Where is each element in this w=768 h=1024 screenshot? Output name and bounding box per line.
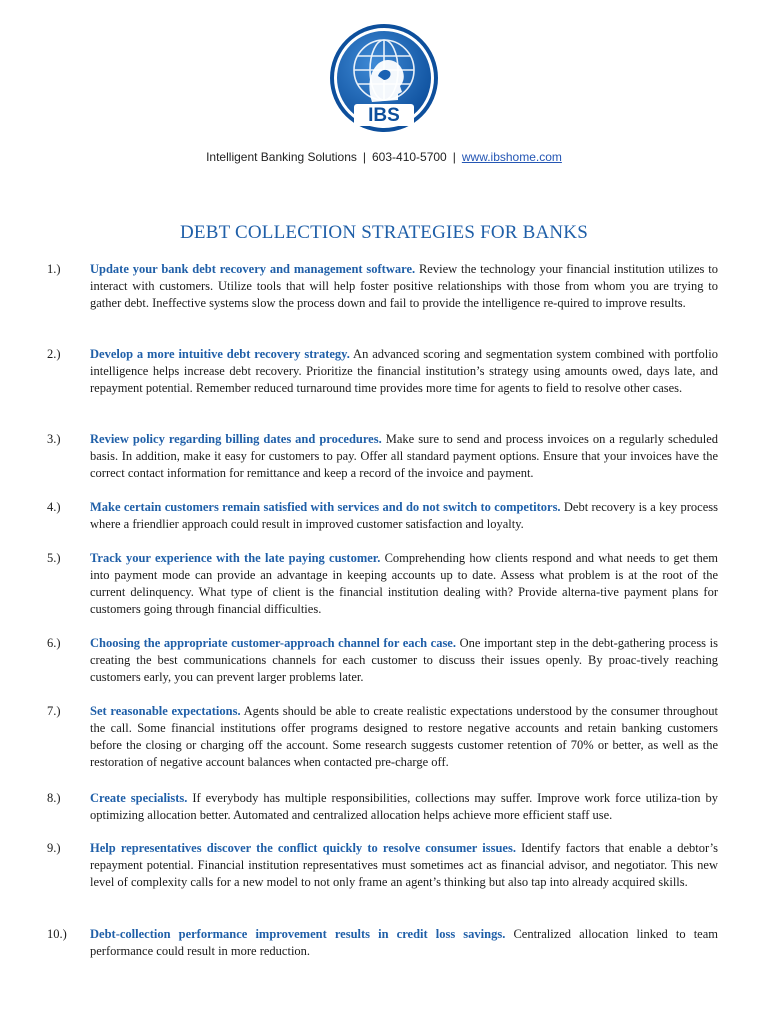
item-text: Comprehending how clients respond and what needs to get them into payment mode can provide an advantage in keeping accounts up to date. Assess what problem is at the root of the current delinquency. What type of client is the financial institution dealing with? Provide alterna-tive payment plans for customers going through financial difficulties.: [90, 551, 718, 616]
item-body: [90, 840, 718, 891]
item-lead: Debt-collection performance improvement results in credit loss savings.: [90, 927, 506, 941]
item-body: [90, 431, 718, 482]
item-body: [90, 499, 718, 533]
item-text: An advanced scoring and segmentation system combined with portfolio intelligence helps increase debt recovery. Prioritize the financial institution’s strategy using amounts owed, days late, and repayment potential. Remember reduced turnaround time provides more time for agents to field to resolve other cases.: [90, 347, 718, 395]
item-lead: Help representatives discover the conflict quickly to resolve consumer issues.: [90, 841, 516, 855]
item-number: 5.): [47, 551, 61, 565]
company-name: Intelligent Banking Solutions: [206, 150, 357, 164]
item-lead: Review policy regarding billing dates and procedures.: [90, 432, 382, 446]
item-lead: Create specialists.: [90, 791, 188, 805]
item-lead: Develop a more intuitive debt recovery strategy.: [90, 347, 350, 361]
ibs-logo: [328, 20, 440, 138]
separator: |: [362, 150, 366, 164]
item-number: 6.): [47, 636, 61, 650]
item-number: 9.): [47, 841, 61, 855]
item-body: [90, 550, 718, 618]
item-text: Make sure to send and process invoices on a regularly scheduled basis. In addition, make it easy for customers to pay. Offer all standard payment options. Ensure that your invoices have the correct contact information for remittance and keep a record of the invoice and payment.: [90, 432, 718, 480]
item-body: [90, 346, 718, 397]
item-text: Centralized allocation linked to team performance could result in more reduction.: [90, 927, 719, 958]
item-lead: Update your bank debt recovery and management software.: [90, 262, 416, 276]
phone-number: 603-410-5700: [372, 150, 447, 164]
website-link[interactable]: www.ibshome.com: [461, 150, 562, 164]
item-body: [90, 703, 718, 771]
item-number: 2.): [47, 347, 61, 361]
item-text: If everybody has multiple responsibilities, collections may suffer. Improve work force utiliza-tion by optimizing allocation better. Automated and centralized allocation helps achieve more efficient staff use.: [90, 791, 718, 822]
item-number: 3.): [47, 432, 61, 446]
item-text: One important step in the debt-gathering process is creating the best communications channels for each customer to discuss their issues openly. By proac-tively reaching customers early, you can prevent larger problems later.: [90, 636, 718, 684]
item-lead: Choosing the appropriate customer-approach channel for each case.: [90, 636, 456, 650]
item-number: 8.): [47, 791, 61, 805]
item-body: [90, 635, 718, 686]
item-body: [90, 261, 718, 312]
item-text: Agents should be able to create realistic expectations understood by the consumer throughout the call. Some financial institutions offer programs designed to restore negative accounts and retain banking customers before the closing or charging off the account. Some research suggests customer retention of 70% or better, as well as the restoration of negative account balances when contacted pre-charge off.: [90, 704, 718, 769]
logo-text: IBS: [368, 105, 400, 126]
item-body: [90, 926, 718, 960]
contact-line: [0, 150, 768, 164]
item-text: Debt recovery is a key process where a friendlier approach could result in improved customer satisfaction and loyalty.: [90, 500, 718, 531]
item-lead: Set reasonable expectations.: [90, 704, 241, 718]
item-number: 1.): [47, 262, 61, 276]
item-text: Identify factors that enable a debtor’s repayment potential. Financial institution representatives must sometimes act as financial advisor, and negotiator. This new level of complexity calls for a new model to not only frame an agent’s thinking but also tap into already acquired skills.: [90, 841, 718, 889]
item-text: Review the technology your financial institution utilizes to interact with customers. Utilize tools that will help foster positive relationships with those from whom you are trying to gather debt. Ineffective systems slow the process down and fail to provide the intelligence re-quired to improve results.: [90, 262, 718, 310]
item-lead: Make certain customers remain satisfied with services and do not switch to competitors.: [90, 500, 561, 514]
item-body: [90, 790, 718, 824]
item-number: 10.): [47, 927, 67, 941]
item-number: 4.): [47, 500, 61, 514]
item-number: 7.): [47, 704, 61, 718]
page-title: DEBT COLLECTION STRATEGIES FOR BANKS: [180, 222, 588, 243]
separator: |: [452, 150, 456, 164]
item-lead: Track your experience with the late paying customer.: [90, 551, 381, 565]
